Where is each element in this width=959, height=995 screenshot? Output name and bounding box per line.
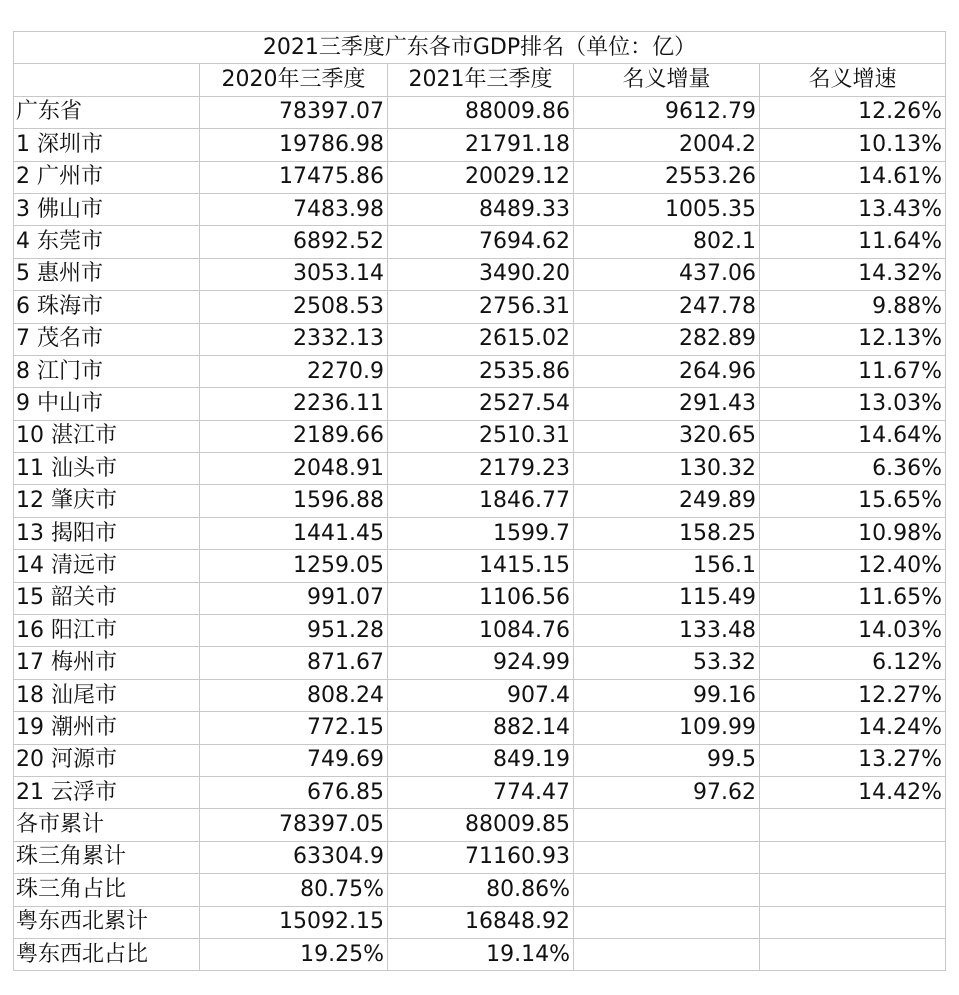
header-cell-nominal-increase: 名义增量 xyxy=(574,64,760,96)
value-2021q3-cell: 2179.23 xyxy=(388,453,574,485)
value-2021q3-cell: 20029.12 xyxy=(388,161,574,193)
nominal-growth-cell xyxy=(760,841,946,873)
nominal-increase-cell: 802.1 xyxy=(574,226,760,258)
nominal-increase-cell xyxy=(574,938,760,970)
row-label-cell: 15 韶关市 xyxy=(14,582,200,614)
table-row xyxy=(14,874,946,906)
nominal-increase-cell: 282.89 xyxy=(574,323,760,355)
value-2021q3-cell: 2527.54 xyxy=(388,388,574,420)
nominal-growth-cell: 12.27% xyxy=(760,679,946,711)
nominal-increase-cell: 53.32 xyxy=(574,647,760,679)
table-row xyxy=(14,129,946,161)
nominal-growth-cell: 13.43% xyxy=(760,193,946,225)
nominal-growth-cell: 14.64% xyxy=(760,420,946,452)
table-row xyxy=(14,776,946,808)
value-2020q3-cell: 78397.07 xyxy=(200,96,388,128)
value-2021q3-cell: 8489.33 xyxy=(388,193,574,225)
table-row xyxy=(14,161,946,193)
header-cell-2021q3: 2021年三季度 xyxy=(388,64,574,96)
value-2021q3-cell: 907.4 xyxy=(388,679,574,711)
value-2021q3-cell: 16848.92 xyxy=(388,906,574,938)
value-2020q3-cell: 2189.66 xyxy=(200,420,388,452)
table-row xyxy=(14,615,946,647)
table-row xyxy=(14,485,946,517)
value-2021q3-cell: 1599.7 xyxy=(388,517,574,549)
nominal-growth-cell: 6.36% xyxy=(760,453,946,485)
table-row xyxy=(14,291,946,323)
value-2020q3-cell: 19786.98 xyxy=(200,129,388,161)
value-2020q3-cell: 7483.98 xyxy=(200,193,388,225)
table-row xyxy=(14,647,946,679)
value-2021q3-cell: 7694.62 xyxy=(388,226,574,258)
nominal-growth-cell: 10.98% xyxy=(760,517,946,549)
row-label-cell: 1 深圳市 xyxy=(14,129,200,161)
table-row xyxy=(14,453,946,485)
nominal-increase-cell xyxy=(574,906,760,938)
row-label-cell: 8 江门市 xyxy=(14,355,200,387)
nominal-growth-cell xyxy=(760,938,946,970)
nominal-increase-cell: 1005.35 xyxy=(574,193,760,225)
row-label-cell: 粤东西北累计 xyxy=(14,906,200,938)
gdp-ranking-table xyxy=(13,31,946,971)
row-label-cell: 3 佛山市 xyxy=(14,193,200,225)
value-2020q3-cell: 1596.88 xyxy=(200,485,388,517)
header-cell-blank xyxy=(14,64,200,96)
nominal-growth-cell: 9.88% xyxy=(760,291,946,323)
nominal-increase-cell xyxy=(574,809,760,841)
value-2020q3-cell: 78397.05 xyxy=(200,809,388,841)
row-label-cell: 各市累计 xyxy=(14,809,200,841)
value-2020q3-cell: 808.24 xyxy=(200,679,388,711)
row-label-cell: 4 东莞市 xyxy=(14,226,200,258)
nominal-increase-cell: 99.16 xyxy=(574,679,760,711)
nominal-growth-cell: 13.27% xyxy=(760,744,946,776)
table-row xyxy=(14,841,946,873)
table-row xyxy=(14,550,946,582)
row-label-cell: 粤东西北占比 xyxy=(14,938,200,970)
row-label-cell: 21 云浮市 xyxy=(14,776,200,808)
table-row xyxy=(14,809,946,841)
table-row xyxy=(14,582,946,614)
row-label-cell: 6 珠海市 xyxy=(14,291,200,323)
table-row xyxy=(14,906,946,938)
row-label-cell: 13 揭阳市 xyxy=(14,517,200,549)
value-2021q3-cell: 71160.93 xyxy=(388,841,574,873)
table-row xyxy=(14,388,946,420)
value-2020q3-cell: 3053.14 xyxy=(200,258,388,290)
title-row xyxy=(14,32,946,64)
nominal-growth-cell: 12.26% xyxy=(760,96,946,128)
row-label-cell: 7 茂名市 xyxy=(14,323,200,355)
row-label-cell: 12 肇庆市 xyxy=(14,485,200,517)
value-2021q3-cell: 2510.31 xyxy=(388,420,574,452)
nominal-growth-cell: 14.42% xyxy=(760,776,946,808)
value-2020q3-cell: 63304.9 xyxy=(200,841,388,873)
nominal-growth-cell: 11.65% xyxy=(760,582,946,614)
row-label-cell: 5 惠州市 xyxy=(14,258,200,290)
table-row xyxy=(14,679,946,711)
nominal-increase-cell: 247.78 xyxy=(574,291,760,323)
value-2020q3-cell: 2270.9 xyxy=(200,355,388,387)
table-row xyxy=(14,323,946,355)
nominal-growth-cell: 12.40% xyxy=(760,550,946,582)
row-label-cell: 10 湛江市 xyxy=(14,420,200,452)
nominal-growth-cell: 11.67% xyxy=(760,355,946,387)
table-row xyxy=(14,712,946,744)
nominal-growth-cell: 6.12% xyxy=(760,647,946,679)
value-2021q3-cell: 19.14% xyxy=(388,938,574,970)
value-2020q3-cell: 6892.52 xyxy=(200,226,388,258)
value-2021q3-cell: 21791.18 xyxy=(388,129,574,161)
nominal-increase-cell: 9612.79 xyxy=(574,96,760,128)
value-2020q3-cell: 2048.91 xyxy=(200,453,388,485)
nominal-increase-cell: 115.49 xyxy=(574,582,760,614)
row-label-cell: 18 汕尾市 xyxy=(14,679,200,711)
value-2020q3-cell: 871.67 xyxy=(200,647,388,679)
nominal-growth-cell xyxy=(760,809,946,841)
value-2021q3-cell: 882.14 xyxy=(388,712,574,744)
header-cell-nominal-growth: 名义增速 xyxy=(760,64,946,96)
nominal-increase-cell: 249.89 xyxy=(574,485,760,517)
value-2020q3-cell: 1441.45 xyxy=(200,517,388,549)
nominal-increase-cell: 156.1 xyxy=(574,550,760,582)
value-2020q3-cell: 2236.11 xyxy=(200,388,388,420)
table-row xyxy=(14,96,946,128)
row-label-cell: 16 阳江市 xyxy=(14,615,200,647)
value-2021q3-cell: 924.99 xyxy=(388,647,574,679)
nominal-growth-cell: 14.24% xyxy=(760,712,946,744)
table-row xyxy=(14,355,946,387)
table-row xyxy=(14,193,946,225)
nominal-growth-cell: 15.65% xyxy=(760,485,946,517)
header-row xyxy=(14,64,946,96)
table-title: 2021三季度广东各市GDP排名（单位：亿） xyxy=(14,32,946,64)
value-2020q3-cell: 951.28 xyxy=(200,615,388,647)
nominal-increase-cell: 158.25 xyxy=(574,517,760,549)
nominal-increase-cell: 291.43 xyxy=(574,388,760,420)
header-cell-2020q3: 2020年三季度 xyxy=(200,64,388,96)
nominal-increase-cell: 133.48 xyxy=(574,615,760,647)
value-2021q3-cell: 1415.15 xyxy=(388,550,574,582)
nominal-growth-cell: 11.64% xyxy=(760,226,946,258)
nominal-growth-cell: 12.13% xyxy=(760,323,946,355)
row-label-cell: 11 汕头市 xyxy=(14,453,200,485)
row-label-cell: 2 广州市 xyxy=(14,161,200,193)
value-2021q3-cell: 2756.31 xyxy=(388,291,574,323)
nominal-increase-cell: 99.5 xyxy=(574,744,760,776)
value-2021q3-cell: 1846.77 xyxy=(388,485,574,517)
nominal-growth-cell: 14.03% xyxy=(760,615,946,647)
value-2020q3-cell: 676.85 xyxy=(200,776,388,808)
row-label-cell: 20 河源市 xyxy=(14,744,200,776)
nominal-growth-cell: 14.32% xyxy=(760,258,946,290)
nominal-increase-cell: 2004.2 xyxy=(574,129,760,161)
nominal-increase-cell: 97.62 xyxy=(574,776,760,808)
value-2021q3-cell: 80.86% xyxy=(388,874,574,906)
nominal-increase-cell: 109.99 xyxy=(574,712,760,744)
row-label-cell: 广东省 xyxy=(14,96,200,128)
value-2021q3-cell: 2615.02 xyxy=(388,323,574,355)
value-2020q3-cell: 2508.53 xyxy=(200,291,388,323)
nominal-increase-cell: 320.65 xyxy=(574,420,760,452)
row-label-cell: 14 清远市 xyxy=(14,550,200,582)
nominal-increase-cell xyxy=(574,841,760,873)
value-2020q3-cell: 749.69 xyxy=(200,744,388,776)
value-2020q3-cell: 2332.13 xyxy=(200,323,388,355)
value-2020q3-cell: 17475.86 xyxy=(200,161,388,193)
table-row xyxy=(14,258,946,290)
table-row xyxy=(14,517,946,549)
value-2020q3-cell: 80.75% xyxy=(200,874,388,906)
row-label-cell: 17 梅州市 xyxy=(14,647,200,679)
value-2021q3-cell: 774.47 xyxy=(388,776,574,808)
table-row xyxy=(14,744,946,776)
nominal-growth-cell: 13.03% xyxy=(760,388,946,420)
nominal-increase-cell: 130.32 xyxy=(574,453,760,485)
value-2021q3-cell: 1106.56 xyxy=(388,582,574,614)
table-row xyxy=(14,226,946,258)
value-2020q3-cell: 1259.05 xyxy=(200,550,388,582)
row-label-cell: 9 中山市 xyxy=(14,388,200,420)
row-label-cell: 19 潮州市 xyxy=(14,712,200,744)
nominal-growth-cell xyxy=(760,906,946,938)
nominal-increase-cell xyxy=(574,874,760,906)
value-2021q3-cell: 88009.86 xyxy=(388,96,574,128)
value-2020q3-cell: 15092.15 xyxy=(200,906,388,938)
nominal-increase-cell: 2553.26 xyxy=(574,161,760,193)
value-2021q3-cell: 3490.20 xyxy=(388,258,574,290)
table-row xyxy=(14,420,946,452)
row-label-cell: 珠三角累计 xyxy=(14,841,200,873)
nominal-growth-cell: 14.61% xyxy=(760,161,946,193)
value-2021q3-cell: 849.19 xyxy=(388,744,574,776)
nominal-growth-cell: 10.13% xyxy=(760,129,946,161)
nominal-growth-cell xyxy=(760,874,946,906)
value-2020q3-cell: 991.07 xyxy=(200,582,388,614)
value-2020q3-cell: 19.25% xyxy=(200,938,388,970)
row-label-cell: 珠三角占比 xyxy=(14,874,200,906)
value-2021q3-cell: 2535.86 xyxy=(388,355,574,387)
value-2020q3-cell: 772.15 xyxy=(200,712,388,744)
nominal-increase-cell: 437.06 xyxy=(574,258,760,290)
nominal-increase-cell: 264.96 xyxy=(574,355,760,387)
value-2021q3-cell: 88009.85 xyxy=(388,809,574,841)
table-row xyxy=(14,938,946,970)
value-2021q3-cell: 1084.76 xyxy=(388,615,574,647)
